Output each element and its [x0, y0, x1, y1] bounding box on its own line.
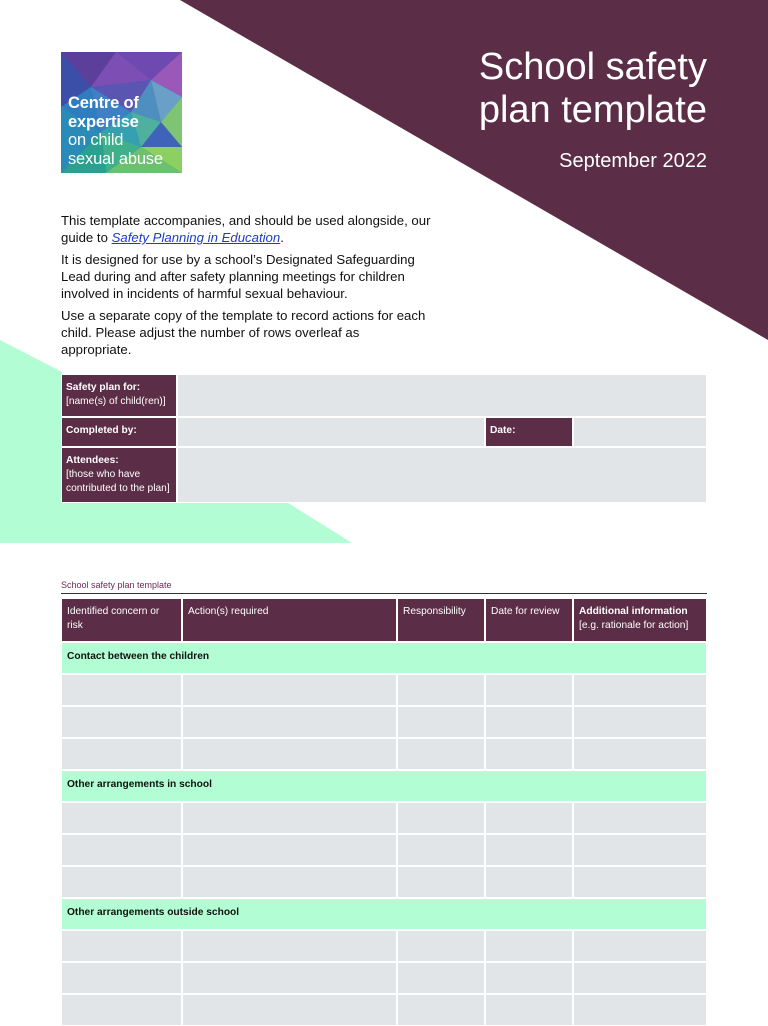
- intro-paragraph-2: It is designed for use by a school’s Designated Safeguarding Lead during and after safety planning meetings for children involved in incidents of harmful sexual behaviour.: [61, 252, 415, 301]
- plan-details-table: [61, 374, 707, 503]
- date-label: Date:: [490, 425, 516, 436]
- concern-cell[interactable]: [61, 866, 182, 898]
- attendees-label-cell: [61, 447, 177, 503]
- safety-plan-for-row: [61, 374, 707, 417]
- table-row: [61, 706, 707, 738]
- safety-plan-for-hint: [name(s) of child(ren)]: [66, 396, 166, 407]
- concern-cell[interactable]: [61, 962, 182, 994]
- table-row: [61, 994, 707, 1026]
- review-date-cell[interactable]: [485, 962, 573, 994]
- responsibility-cell[interactable]: [397, 866, 485, 898]
- header-actions-required: Action(s) required: [182, 598, 397, 642]
- additional-info-cell[interactable]: [573, 866, 707, 898]
- intro-p1-text: This template accompanies, and should be used alongside, our guide to: [61, 213, 431, 245]
- organisation-logo: [61, 52, 182, 173]
- review-date-cell[interactable]: [485, 706, 573, 738]
- logo-line-3: on child: [68, 131, 124, 149]
- safety-planning-guide-link[interactable]: Safety Planning in Education: [111, 230, 281, 245]
- table-row: [61, 738, 707, 770]
- attendees-label: Attendees:: [66, 455, 119, 466]
- intro-paragraph-3: Use a separate copy of the template to record actions for each child. Please adjust the number of rows overleaf as appropriate.: [61, 308, 426, 357]
- actions-cell[interactable]: [182, 994, 397, 1026]
- plan-table-header-row: [61, 598, 707, 642]
- additional-info-cell[interactable]: [573, 834, 707, 866]
- concern-cell[interactable]: [61, 930, 182, 962]
- header-responsibility: Responsibility: [397, 598, 485, 642]
- logo-line-2: expertise: [68, 112, 139, 131]
- actions-cell[interactable]: [182, 802, 397, 834]
- header-additional-information: [573, 598, 707, 642]
- additional-info-cell[interactable]: [573, 930, 707, 962]
- safety-plan-for-label-cell: [61, 374, 177, 417]
- responsibility-cell[interactable]: [397, 802, 485, 834]
- additional-info-cell[interactable]: [573, 802, 707, 834]
- additional-info-cell[interactable]: [573, 994, 707, 1026]
- header-identified-concern: Identified concern or risk: [61, 598, 182, 642]
- concern-cell[interactable]: [61, 802, 182, 834]
- actions-cell[interactable]: [182, 674, 397, 706]
- document-date: September 2022: [559, 150, 707, 172]
- review-date-cell[interactable]: [485, 930, 573, 962]
- actions-cell[interactable]: [182, 866, 397, 898]
- concern-cell[interactable]: [61, 738, 182, 770]
- document-title-block: [479, 46, 707, 173]
- table-row: [61, 866, 707, 898]
- completed-by-row: [61, 417, 707, 447]
- section-contact-between-children: Contact between the children: [61, 642, 707, 674]
- document-title-line-2: plan template: [478, 89, 707, 131]
- responsibility-cell[interactable]: [397, 706, 485, 738]
- concern-cell[interactable]: [61, 674, 182, 706]
- responsibility-cell[interactable]: [397, 930, 485, 962]
- additional-info-cell[interactable]: [573, 706, 707, 738]
- header-additional-information-hint: [e.g. rationale for action]: [579, 620, 689, 631]
- logo-line-1: Centre of: [68, 94, 139, 112]
- responsibility-cell[interactable]: [397, 962, 485, 994]
- review-date-cell[interactable]: [485, 834, 573, 866]
- header-date-for-review: Date for review: [485, 598, 573, 642]
- table-row: [61, 802, 707, 834]
- table-row: [61, 962, 707, 994]
- table-row: [61, 674, 707, 706]
- safety-plan-for-field[interactable]: [177, 374, 707, 417]
- actions-cell[interactable]: [182, 834, 397, 866]
- actions-cell[interactable]: [182, 962, 397, 994]
- table-row: [61, 834, 707, 866]
- attendees-row: [61, 447, 707, 503]
- plan-table-caption: School safety plan template: [61, 580, 707, 594]
- review-date-cell[interactable]: [485, 866, 573, 898]
- actions-cell[interactable]: [182, 930, 397, 962]
- additional-info-cell[interactable]: [573, 738, 707, 770]
- completed-by-label-cell: [61, 417, 177, 447]
- date-label-cell: [485, 417, 573, 447]
- additional-info-cell[interactable]: [573, 674, 707, 706]
- safety-plan-for-label: Safety plan for:: [66, 382, 141, 393]
- attendees-hint: [those who have contributed to the plan]: [66, 469, 170, 494]
- review-date-cell[interactable]: [485, 994, 573, 1026]
- responsibility-cell[interactable]: [397, 674, 485, 706]
- actions-cell[interactable]: [182, 706, 397, 738]
- safety-plan-table: [61, 598, 707, 1026]
- document-title-line-1: School safety: [478, 46, 707, 88]
- concern-cell[interactable]: [61, 706, 182, 738]
- review-date-cell[interactable]: [485, 802, 573, 834]
- header-additional-information-label: Additional information: [579, 606, 688, 617]
- completed-by-label: Completed by:: [66, 425, 137, 436]
- responsibility-cell[interactable]: [397, 834, 485, 866]
- responsibility-cell[interactable]: [397, 994, 485, 1026]
- section-other-arrangements-outside-school: Other arrangements outside school: [61, 898, 707, 930]
- logo-line-4: sexual abuse: [68, 149, 163, 168]
- attendees-field[interactable]: [177, 447, 707, 503]
- intro-paragraph-1: [61, 212, 431, 246]
- section-other-arrangements-in-school: Other arrangements in school: [61, 770, 707, 802]
- table-row: [61, 930, 707, 962]
- concern-cell[interactable]: [61, 994, 182, 1026]
- intro-p1-end: .: [280, 230, 284, 245]
- actions-cell[interactable]: [182, 738, 397, 770]
- review-date-cell[interactable]: [485, 738, 573, 770]
- completed-by-field[interactable]: [177, 417, 485, 447]
- concern-cell[interactable]: [61, 834, 182, 866]
- review-date-cell[interactable]: [485, 674, 573, 706]
- intro-text: [61, 212, 431, 363]
- responsibility-cell[interactable]: [397, 738, 485, 770]
- additional-info-cell[interactable]: [573, 962, 707, 994]
- date-field[interactable]: [573, 417, 707, 447]
